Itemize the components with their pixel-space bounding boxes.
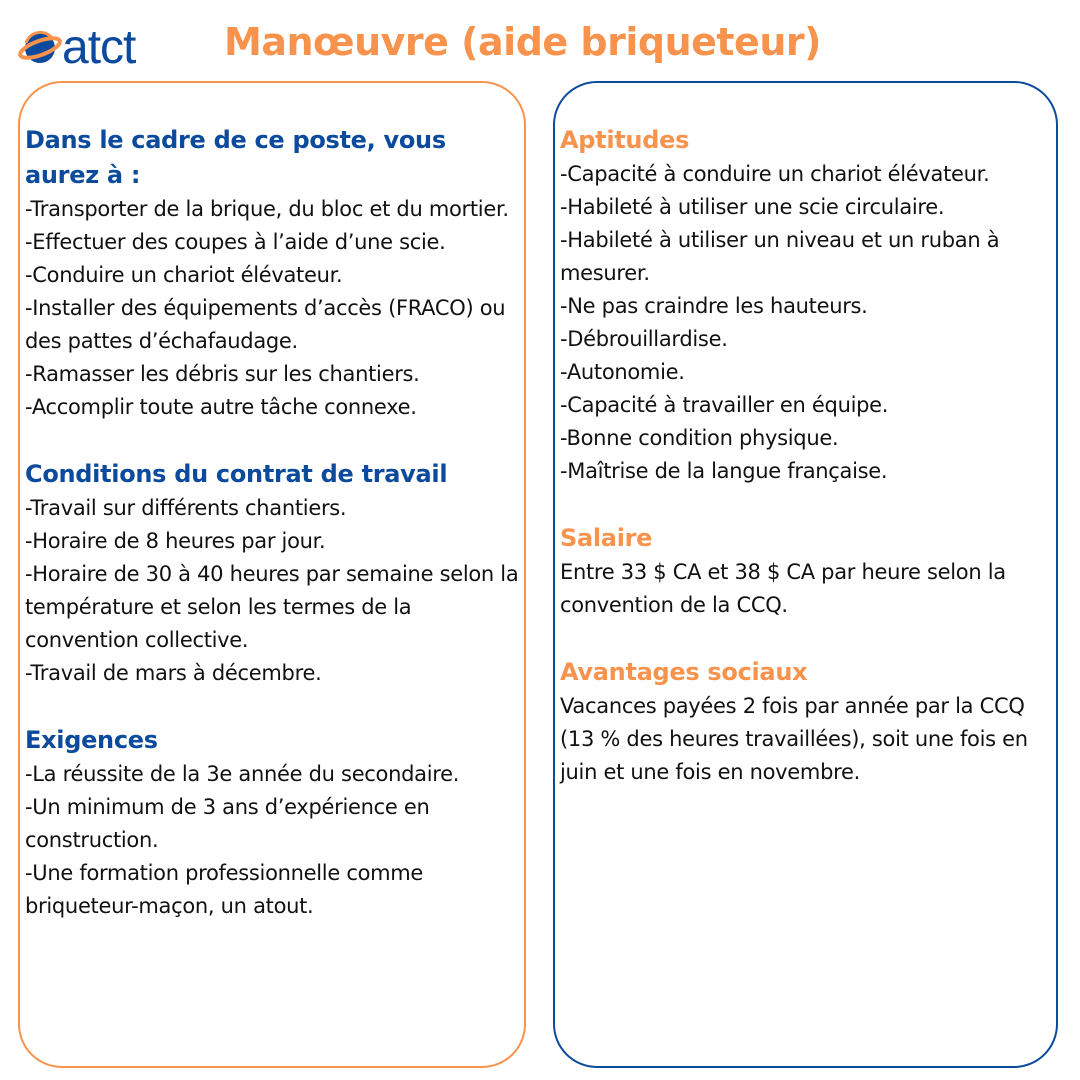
spacer [25,424,520,457]
spacer [25,690,520,723]
aptitude-item: -Capacité à travailler en équipe. [560,393,889,417]
duty-item: -Accomplir toute autre tâche connexe. [25,395,417,419]
left-card-content [25,123,520,923]
benefits-heading: Avantages sociaux [560,658,808,686]
duty-item: -Conduire un chariot élévateur. [25,263,343,287]
requirements-heading: Exigences [25,726,158,754]
aptitude-item: -Bonne condition physique. [560,426,839,450]
spacer [560,488,1052,521]
page-title: Manœuvre (aide briqueteur) [224,20,821,64]
requirement-item: -Un minimum de 3 ans d’expérience en construction. [25,795,430,852]
left-card [18,81,526,1068]
condition-item: -Travail de mars à décembre. [25,661,322,685]
salary-text: Entre 33 $ CA et 38 $ CA par heure selon la convention de la CCQ. [560,560,1006,617]
duty-item: -Installer des équipements d’accès (FRACO) ou des pattes d’échafaudage. [25,296,506,353]
aptitude-item: -Habileté à utiliser un niveau et un ruban à mesurer. [560,228,1000,285]
benefits-text: Vacances payées 2 fois par année par la CCQ (13 % des heures travaillées), soit une fois en juin et une fois en novembre. [560,694,1028,784]
aptitude-item: -Ne pas craindre les hauteurs. [560,294,868,318]
condition-item: -Horaire de 30 à 40 heures par semaine selon la température et selon les termes de la convention collective. [25,562,519,652]
logo-text: atct [62,21,136,74]
condition-item: -Travail sur différents chantiers. [25,496,347,520]
aptitude-item: -Débrouillardise. [560,327,728,351]
requirement-item: -Une formation professionnelle comme briqueteur-maçon, un atout. [25,861,424,918]
aptitude-item: -Capacité à conduire un chariot élévateur. [560,162,990,186]
globe-swoosh-icon [18,24,66,72]
aptitude-item: -Autonomie. [560,360,685,384]
aptitude-item: -Habileté à utiliser une scie circulaire. [560,195,945,219]
atct-logo [18,21,168,74]
conditions-heading: Conditions du contrat de travail [25,460,448,488]
salary-heading: Salaire [560,524,653,552]
duty-item: -Transporter de la brique, du bloc et du mortier. [25,197,509,221]
right-card-content [560,123,1052,789]
condition-item: -Horaire de 8 heures par jour. [25,529,326,553]
aptitudes-heading: Aptitudes [560,126,690,154]
spacer [560,622,1052,655]
duty-item: -Ramasser les débris sur les chantiers. [25,362,420,386]
requirement-item: -La réussite de la 3e année du secondaire. [25,762,460,786]
duties-heading: Dans le cadre de ce poste, vous aurez à : [25,126,446,189]
duty-item: -Effectuer des coupes à l’aide d’une scie. [25,230,446,254]
aptitude-item: -Maîtrise de la langue française. [560,459,888,483]
right-card [553,81,1058,1068]
